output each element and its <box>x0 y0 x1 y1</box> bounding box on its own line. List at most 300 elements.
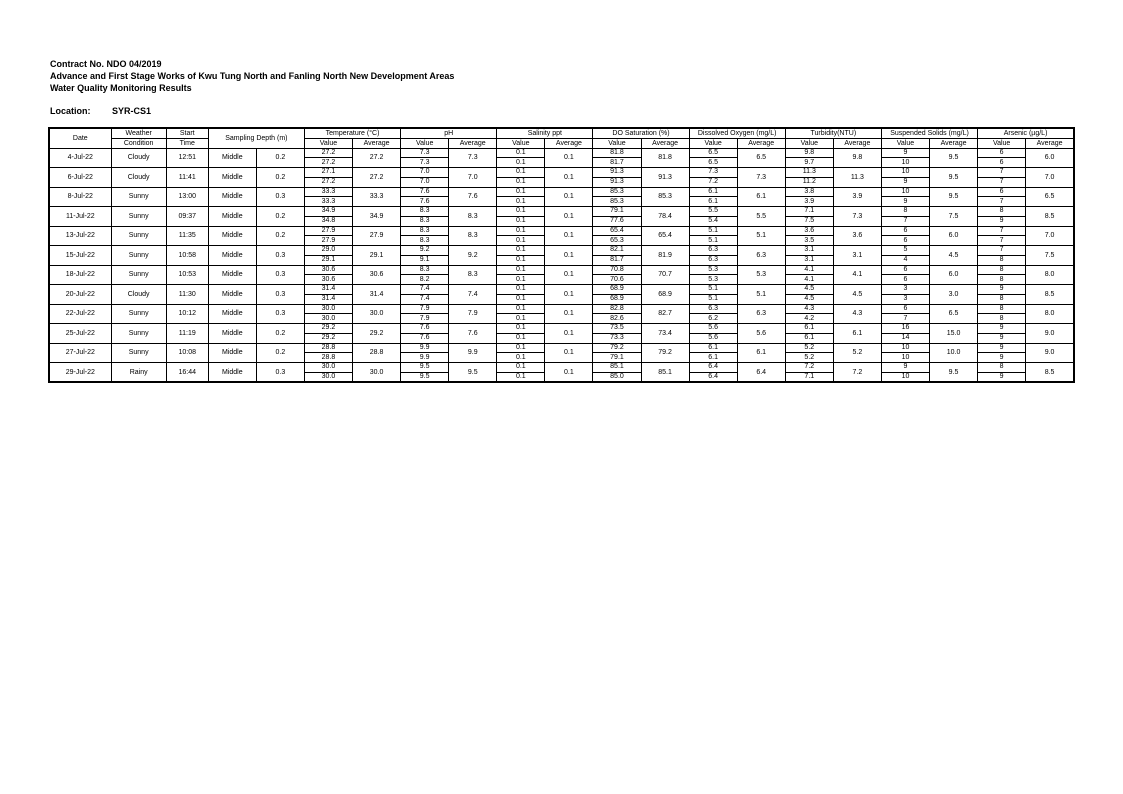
cell-value: 3 <box>881 285 929 295</box>
cell-value: 8.3 <box>401 207 449 217</box>
cell-value: 9.9 <box>401 343 449 353</box>
cell-value: 9 <box>881 363 929 373</box>
cell-date: 20-Jul-22 <box>49 285 111 305</box>
cell-value: 81.7 <box>593 255 641 265</box>
location-line <box>50 106 151 116</box>
cell-value: 0.1 <box>497 265 545 275</box>
cell-value: 5.5 <box>689 207 737 217</box>
cell-average: 4.3 <box>833 304 881 324</box>
cell-average: 29.1 <box>353 246 401 266</box>
cell-value: 0.1 <box>497 275 545 285</box>
cell-value: 82.6 <box>593 314 641 324</box>
cell-value: 7.6 <box>401 187 449 197</box>
cell-weather: Cloudy <box>111 148 166 168</box>
table-row <box>49 285 1074 295</box>
table-row <box>49 304 1074 314</box>
cell-value: 0.1 <box>497 207 545 217</box>
cell-value: 7.0 <box>401 177 449 187</box>
cell-value: 29.0 <box>304 246 352 256</box>
cell-depth: 0.3 <box>256 363 304 383</box>
cell-value: 8 <box>978 255 1026 265</box>
cell-average: 9.5 <box>930 168 978 188</box>
cell-value: 27.1 <box>304 168 352 178</box>
cell-value: 4.5 <box>785 285 833 295</box>
cell-average: 4.1 <box>833 265 881 285</box>
cell-value: 7.4 <box>401 285 449 295</box>
location-label: Location: <box>50 106 91 116</box>
cell-value: 6.5 <box>689 158 737 168</box>
subcol-value: Value <box>497 138 545 148</box>
cell-value: 11.3 <box>785 168 833 178</box>
cell-value: 7 <box>978 168 1026 178</box>
cell-depth: 0.2 <box>256 207 304 227</box>
cell-value: 6.3 <box>689 246 737 256</box>
cell-value: 0.1 <box>497 255 545 265</box>
subcol-average: Average <box>737 138 785 148</box>
cell-average: 65.4 <box>641 226 689 246</box>
subcol-average: Average <box>545 138 593 148</box>
cell-value: 7 <box>978 177 1026 187</box>
project-title: Advance and First Stage Works of Kwu Tung North and Fanling North New Development Areas <box>50 71 455 81</box>
cell-average: 7.4 <box>449 285 497 305</box>
cell-value: 6 <box>881 236 929 246</box>
subcol-average: Average <box>353 138 401 148</box>
cell-value: 7.9 <box>401 304 449 314</box>
cell-value: 9 <box>978 285 1026 295</box>
cell-average: 68.9 <box>641 285 689 305</box>
cell-value: 0.1 <box>497 363 545 373</box>
cell-weather: Sunny <box>111 246 166 266</box>
cell-value: 5.1 <box>689 236 737 246</box>
cell-average: 7.3 <box>737 168 785 188</box>
cell-value: 82.8 <box>593 304 641 314</box>
cell-value: 29.1 <box>304 255 352 265</box>
cell-value: 0.1 <box>497 314 545 324</box>
cell-average: 0.1 <box>545 168 593 188</box>
cell-value: 6 <box>881 304 929 314</box>
cell-value: 7.2 <box>689 177 737 187</box>
cell-average: 9.5 <box>930 363 978 383</box>
table-row <box>49 187 1074 197</box>
cell-value: 8.2 <box>401 275 449 285</box>
cell-value: 7.6 <box>401 324 449 334</box>
cell-value: 34.8 <box>304 216 352 226</box>
cell-value: 4 <box>881 255 929 265</box>
cell-start-time: 11:35 <box>166 226 208 246</box>
cell-value: 7.0 <box>401 168 449 178</box>
cell-average: 70.7 <box>641 265 689 285</box>
cell-value: 31.4 <box>304 294 352 304</box>
cell-weather: Cloudy <box>111 168 166 188</box>
col-weather-bottom: Condition <box>111 138 166 148</box>
cell-average: 6.4 <box>737 363 785 383</box>
cell-start-time: 10:12 <box>166 304 208 324</box>
cell-average: 27.9 <box>353 226 401 246</box>
cell-value: 9 <box>978 333 1026 343</box>
cell-average: 3.6 <box>833 226 881 246</box>
cell-value: 7 <box>978 226 1026 236</box>
cell-value: 91.3 <box>593 177 641 187</box>
cell-depth-label: Middle <box>208 246 256 266</box>
cell-date: 29-Jul-22 <box>49 363 111 383</box>
cell-value: 8.3 <box>401 236 449 246</box>
cell-value: 6 <box>978 158 1026 168</box>
cell-value: 33.3 <box>304 197 352 207</box>
cell-value: 3.8 <box>785 187 833 197</box>
col-weather-top: Weather <box>111 128 166 138</box>
cell-depth-label: Middle <box>208 226 256 246</box>
table-row <box>49 148 1074 158</box>
cell-average: 8.3 <box>449 265 497 285</box>
cell-average: 7.0 <box>1026 226 1074 246</box>
cell-depth-label: Middle <box>208 363 256 383</box>
cell-value: 9 <box>978 372 1026 382</box>
cell-depth-label: Middle <box>208 187 256 207</box>
location-value: SYR-CS1 <box>112 106 152 116</box>
cell-average: 31.4 <box>353 285 401 305</box>
cell-depth-label: Middle <box>208 324 256 344</box>
cell-value: 0.1 <box>497 353 545 363</box>
cell-average: 9.0 <box>1026 324 1074 344</box>
subcol-value: Value <box>689 138 737 148</box>
cell-value: 82.1 <box>593 246 641 256</box>
cell-average: 5.2 <box>833 343 881 363</box>
cell-value: 7.1 <box>785 207 833 217</box>
cell-average: 79.2 <box>641 343 689 363</box>
subcol-value: Value <box>881 138 929 148</box>
cell-date: 18-Jul-22 <box>49 265 111 285</box>
subcol-average: Average <box>930 138 978 148</box>
subcol-value: Value <box>785 138 833 148</box>
cell-average: 6.3 <box>737 304 785 324</box>
cell-value: 73.3 <box>593 333 641 343</box>
cell-value: 0.1 <box>497 148 545 158</box>
contract-number: Contract No. NDO 04/2019 <box>50 59 162 69</box>
cell-average: 6.3 <box>737 246 785 266</box>
cell-average: 10.0 <box>930 343 978 363</box>
cell-average: 0.1 <box>545 265 593 285</box>
cell-value: 8 <box>978 363 1026 373</box>
cell-depth-label: Middle <box>208 285 256 305</box>
cell-value: 4.2 <box>785 314 833 324</box>
cell-average: 9.8 <box>833 148 881 168</box>
cell-value: 0.1 <box>497 285 545 295</box>
cell-average: 7.3 <box>449 148 497 168</box>
cell-value: 8 <box>978 304 1026 314</box>
cell-value: 8 <box>881 207 929 217</box>
cell-average: 9.5 <box>930 148 978 168</box>
subcol-value: Value <box>593 138 641 148</box>
cell-value: 7 <box>978 236 1026 246</box>
cell-average: 11.3 <box>833 168 881 188</box>
cell-depth-label: Middle <box>208 265 256 285</box>
cell-average: 7.6 <box>449 324 497 344</box>
cell-average: 6.5 <box>737 148 785 168</box>
cell-value: 6 <box>881 275 929 285</box>
cell-value: 5.1 <box>689 294 737 304</box>
cell-value: 3.5 <box>785 236 833 246</box>
subcol-average: Average <box>1026 138 1074 148</box>
cell-average: 7.9 <box>449 304 497 324</box>
cell-average: 0.1 <box>545 343 593 363</box>
cell-value: 7 <box>881 216 929 226</box>
cell-depth: 0.3 <box>256 265 304 285</box>
cell-value: 5.3 <box>689 275 737 285</box>
cell-value: 9.8 <box>785 148 833 158</box>
cell-date: 8-Jul-22 <box>49 187 111 207</box>
cell-average: 27.2 <box>353 148 401 168</box>
cell-value: 9.9 <box>401 353 449 363</box>
cell-value: 5 <box>881 246 929 256</box>
cell-average: 7.3 <box>833 207 881 227</box>
cell-value: 14 <box>881 333 929 343</box>
cell-average: 30.0 <box>353 304 401 324</box>
cell-value: 3.9 <box>785 197 833 207</box>
cell-value: 10 <box>881 187 929 197</box>
cell-value: 0.1 <box>497 333 545 343</box>
cell-value: 5.4 <box>689 216 737 226</box>
cell-weather: Sunny <box>111 304 166 324</box>
cell-value: 70.8 <box>593 265 641 275</box>
cell-average: 6.0 <box>930 265 978 285</box>
cell-average: 27.2 <box>353 168 401 188</box>
table-row <box>49 226 1074 236</box>
cell-average: 81.8 <box>641 148 689 168</box>
cell-value: 79.1 <box>593 207 641 217</box>
table-row <box>49 168 1074 178</box>
cell-average: 15.0 <box>930 324 978 344</box>
cell-value: 0.1 <box>497 236 545 246</box>
subcol-value: Value <box>401 138 449 148</box>
cell-value: 10 <box>881 158 929 168</box>
cell-average: 0.1 <box>545 363 593 383</box>
cell-value: 85.0 <box>593 372 641 382</box>
cell-start-time: 12:51 <box>166 148 208 168</box>
cell-value: 8 <box>978 275 1026 285</box>
cell-average: 29.2 <box>353 324 401 344</box>
cell-value: 4.5 <box>785 294 833 304</box>
cell-value: 27.2 <box>304 158 352 168</box>
cell-average: 0.1 <box>545 226 593 246</box>
cell-average: 0.1 <box>545 246 593 266</box>
cell-average: 33.3 <box>353 187 401 207</box>
cell-value: 6.1 <box>689 197 737 207</box>
cell-value: 79.1 <box>593 353 641 363</box>
cell-date: 25-Jul-22 <box>49 324 111 344</box>
cell-value: 0.1 <box>497 168 545 178</box>
cell-value: 8 <box>978 314 1026 324</box>
cell-value: 29.2 <box>304 333 352 343</box>
table-row <box>49 207 1074 217</box>
cell-value: 7.3 <box>401 148 449 158</box>
subcol-average: Average <box>833 138 881 148</box>
cell-average: 4.5 <box>930 246 978 266</box>
cell-value: 5.3 <box>689 265 737 275</box>
cell-date: 4-Jul-22 <box>49 148 111 168</box>
cell-weather: Sunny <box>111 226 166 246</box>
water-quality-table <box>48 127 1075 383</box>
report-title: Water Quality Monitoring Results <box>50 83 192 93</box>
cell-value: 79.2 <box>593 343 641 353</box>
cell-average: 5.1 <box>737 226 785 246</box>
cell-value: 0.1 <box>497 226 545 236</box>
cell-value: 9.5 <box>401 363 449 373</box>
cell-average: 7.0 <box>1026 168 1074 188</box>
cell-value: 8 <box>978 294 1026 304</box>
cell-value: 7.6 <box>401 333 449 343</box>
cell-value: 0.1 <box>497 343 545 353</box>
cell-value: 8.3 <box>401 226 449 236</box>
cell-value: 29.2 <box>304 324 352 334</box>
cell-value: 85.1 <box>593 363 641 373</box>
cell-value: 5.2 <box>785 353 833 363</box>
cell-average: 0.1 <box>545 285 593 305</box>
cell-value: 91.3 <box>593 168 641 178</box>
cell-value: 30.0 <box>304 372 352 382</box>
cell-average: 5.5 <box>737 207 785 227</box>
cell-value: 68.9 <box>593 294 641 304</box>
cell-average: 6.1 <box>833 324 881 344</box>
cell-start-time: 10:08 <box>166 343 208 363</box>
cell-start-time: 11:30 <box>166 285 208 305</box>
cell-average: 82.7 <box>641 304 689 324</box>
cell-value: 6.4 <box>689 372 737 382</box>
cell-value: 7.2 <box>785 363 833 373</box>
cell-date: 15-Jul-22 <box>49 246 111 266</box>
cell-value: 7.9 <box>401 314 449 324</box>
cell-value: 8.3 <box>401 216 449 226</box>
cell-value: 0.1 <box>497 304 545 314</box>
col-sampling-depth: Sampling Depth (m) <box>208 128 304 148</box>
cell-average: 9.5 <box>449 363 497 383</box>
cell-average: 9.9 <box>449 343 497 363</box>
cell-value: 9 <box>881 177 929 187</box>
cell-average: 91.3 <box>641 168 689 188</box>
table-row <box>49 324 1074 334</box>
cell-date: 27-Jul-22 <box>49 343 111 363</box>
cell-value: 0.1 <box>497 158 545 168</box>
cell-average: 7.6 <box>449 187 497 207</box>
cell-average: 9.2 <box>449 246 497 266</box>
cell-value: 34.9 <box>304 207 352 217</box>
cell-average: 8.5 <box>1026 285 1074 305</box>
cell-value: 10 <box>881 343 929 353</box>
cell-average: 4.5 <box>833 285 881 305</box>
cell-value: 4.3 <box>785 304 833 314</box>
cell-weather: Sunny <box>111 187 166 207</box>
cell-value: 4.1 <box>785 275 833 285</box>
table-row <box>49 363 1074 373</box>
cell-date: 13-Jul-22 <box>49 226 111 246</box>
cell-value: 0.1 <box>497 324 545 334</box>
cell-date: 11-Jul-22 <box>49 207 111 227</box>
cell-value: 6.1 <box>689 343 737 353</box>
cell-value: 10 <box>881 353 929 363</box>
cell-depth: 0.3 <box>256 187 304 207</box>
cell-average: 3.1 <box>833 246 881 266</box>
cell-average: 6.5 <box>930 304 978 324</box>
cell-value: 85.3 <box>593 197 641 207</box>
cell-average: 85.3 <box>641 187 689 207</box>
cell-average: 6.0 <box>1026 148 1074 168</box>
cell-value: 65.4 <box>593 226 641 236</box>
cell-value: 77.6 <box>593 216 641 226</box>
cell-value: 0.1 <box>497 197 545 207</box>
cell-value: 5.6 <box>689 333 737 343</box>
cell-average: 34.9 <box>353 207 401 227</box>
cell-value: 9 <box>978 324 1026 334</box>
cell-value: 8.3 <box>401 265 449 275</box>
cell-depth: 0.2 <box>256 168 304 188</box>
cell-weather: Sunny <box>111 265 166 285</box>
cell-value: 3.1 <box>785 246 833 256</box>
cell-value: 7.4 <box>401 294 449 304</box>
cell-depth-label: Middle <box>208 343 256 363</box>
col-suspended-solids: Suspended Solids (mg/L) <box>881 128 977 138</box>
cell-value: 5.6 <box>689 324 737 334</box>
cell-average: 6.5 <box>1026 187 1074 207</box>
cell-start-time: 10:58 <box>166 246 208 266</box>
cell-weather: Sunny <box>111 324 166 344</box>
cell-average: 28.8 <box>353 343 401 363</box>
cell-value: 11.2 <box>785 177 833 187</box>
cell-value: 3.1 <box>785 255 833 265</box>
cell-value: 6 <box>978 148 1026 158</box>
cell-depth: 0.3 <box>256 285 304 305</box>
cell-depth-label: Middle <box>208 207 256 227</box>
cell-value: 6.1 <box>689 187 737 197</box>
cell-average: 6.1 <box>737 343 785 363</box>
cell-value: 73.5 <box>593 324 641 334</box>
cell-value: 9 <box>978 353 1026 363</box>
cell-value: 7 <box>881 314 929 324</box>
cell-value: 28.8 <box>304 353 352 363</box>
cell-start-time: 09:37 <box>166 207 208 227</box>
cell-value: 30.6 <box>304 265 352 275</box>
cell-value: 7.5 <box>785 216 833 226</box>
cell-start-time: 16:44 <box>166 363 208 383</box>
cell-value: 6.3 <box>689 255 737 265</box>
cell-value: 81.8 <box>593 148 641 158</box>
cell-average: 8.5 <box>1026 207 1074 227</box>
cell-value: 9 <box>881 148 929 158</box>
col-ph: pH <box>401 128 497 138</box>
cell-value: 6.3 <box>689 304 737 314</box>
cell-value: 5.1 <box>689 226 737 236</box>
cell-value: 27.2 <box>304 148 352 158</box>
cell-average: 0.1 <box>545 207 593 227</box>
cell-value: 27.9 <box>304 236 352 246</box>
cell-value: 6.1 <box>689 353 737 363</box>
cell-start-time: 11:41 <box>166 168 208 188</box>
cell-value: 65.3 <box>593 236 641 246</box>
cell-depth: 0.3 <box>256 304 304 324</box>
cell-value: 28.8 <box>304 343 352 353</box>
report-header <box>50 58 454 94</box>
cell-average: 5.6 <box>737 324 785 344</box>
cell-value: 9.1 <box>401 255 449 265</box>
cell-value: 68.9 <box>593 285 641 295</box>
cell-depth-label: Middle <box>208 304 256 324</box>
cell-average: 78.4 <box>641 207 689 227</box>
cell-value: 0.1 <box>497 216 545 226</box>
cell-average: 0.1 <box>545 304 593 324</box>
cell-value: 30.0 <box>304 314 352 324</box>
cell-value: 0.1 <box>497 372 545 382</box>
subcol-value: Value <box>304 138 352 148</box>
cell-average: 81.9 <box>641 246 689 266</box>
col-arsenic: Arsenic (µg/L) <box>978 128 1074 138</box>
